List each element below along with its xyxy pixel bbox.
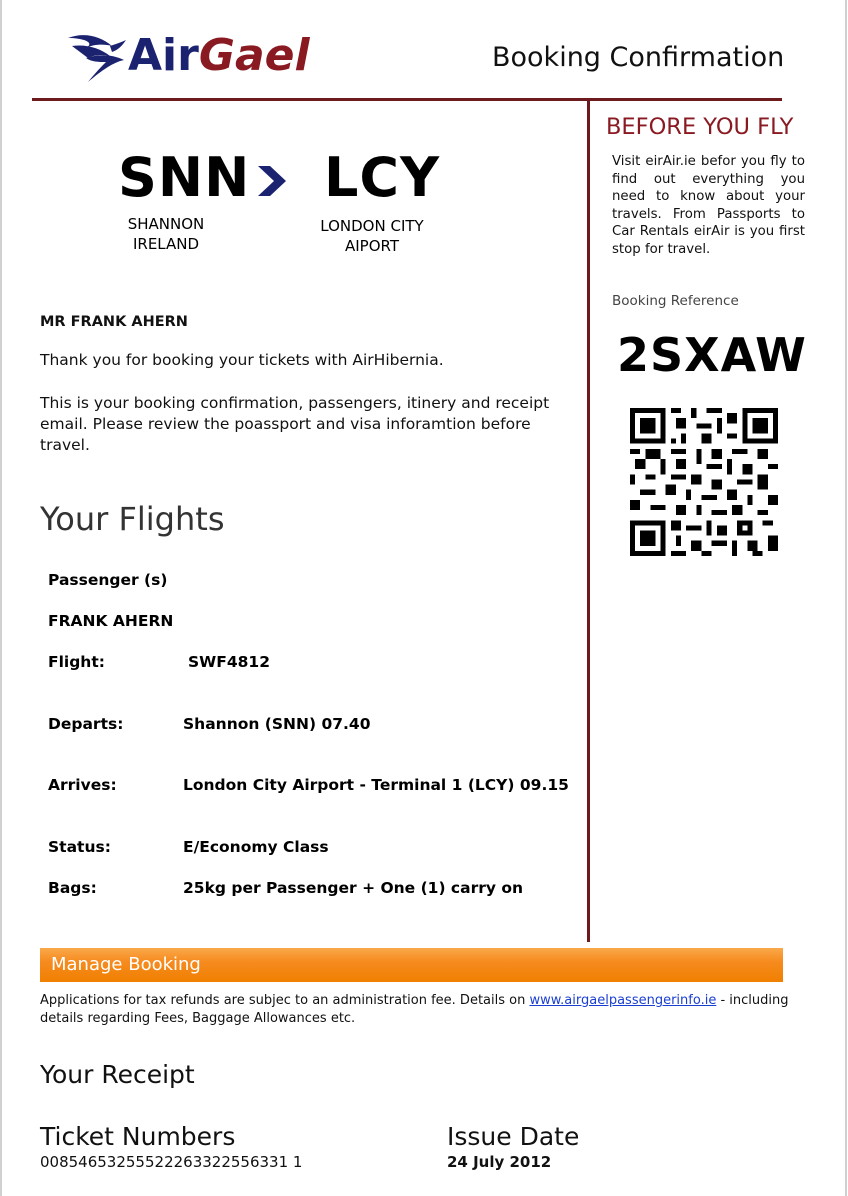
bags-label: Bags: xyxy=(48,879,97,897)
origin-city-line-1: SHANNON xyxy=(127,215,205,233)
manage-booking-label: Manage Booking xyxy=(51,954,201,975)
departs-value: Shannon (SNN) 07.40 xyxy=(183,715,371,733)
swallow-bird-icon xyxy=(66,24,128,86)
destination-city xyxy=(302,216,442,256)
flight-number: SWF4812 xyxy=(188,653,270,671)
ticket-numbers-heading: Ticket Numbers xyxy=(40,1122,236,1151)
confirmation-text: This is your booking confirmation, passengers, itinery and receipt email. Please review the poassport and visa inforamtion before travel. xyxy=(40,394,550,454)
before-you-fly-heading: BEFORE YOU FLY xyxy=(606,114,794,140)
status-label: Status: xyxy=(48,838,111,856)
qr-code-icon xyxy=(630,408,778,556)
passenger-info-link[interactable]: www.airgaelpassengerinfo.ie xyxy=(529,993,717,1008)
issue-date-heading: Issue Date xyxy=(447,1122,580,1151)
arrives-label: Arrives: xyxy=(48,776,117,794)
arrives-value: London City Airport - Terminal 1 (LCY) 09.15 xyxy=(183,776,569,794)
tax-text-before: Applications for tax refunds are subjec to an administration fee. Details on xyxy=(40,993,530,1008)
your-flights-heading: Your Flights xyxy=(40,500,225,538)
sidebar-divider xyxy=(587,98,590,942)
booking-reference-label: Booking Reference xyxy=(612,293,739,309)
passenger-label: Passenger (s) xyxy=(48,571,168,589)
tax-text-after: - including details regarding Fees, Baggage Allowances etc. xyxy=(40,993,789,1026)
tax-refund-text xyxy=(40,992,830,1028)
destination-city-line-2: AIPORT xyxy=(344,237,400,255)
departs-label: Departs: xyxy=(48,715,124,733)
origin-city-line-2: IRELAND xyxy=(132,235,200,253)
passenger-name: FRANK AHERN xyxy=(48,612,174,630)
page-edge-right xyxy=(845,0,847,1196)
page-title: Booking Confirmation xyxy=(492,42,785,73)
status-value: E/Economy Class xyxy=(183,838,329,856)
your-receipt-heading: Your Receipt xyxy=(40,1060,195,1089)
logo-gael-text: Gael xyxy=(198,30,310,81)
thank-you-text: Thank you for booking your tickets with AirHibernia. xyxy=(40,351,444,369)
chevron-right-icon xyxy=(254,164,290,198)
issue-date-value: 24 July 2012 xyxy=(447,1153,552,1171)
flight-label: Flight: xyxy=(48,653,105,671)
booking-reference-code: 2SXAW xyxy=(617,328,807,382)
bags-value: 25kg per Passenger + One (1) carry on xyxy=(183,879,524,897)
before-you-fly-text: Visit eirAir.ie befor you fly to find out everything you need to know about your travels. From Passports to Car Rentals eirAir is you first stop for travel. xyxy=(612,154,805,257)
origin-city xyxy=(96,214,236,254)
destination-city-line-1: LONDON CITY xyxy=(320,217,424,235)
logo-air-text: Air xyxy=(128,30,199,81)
origin-code: SNN xyxy=(118,146,251,209)
passenger-salutation: MR FRANK AHERN xyxy=(40,314,188,330)
destination-code: LCY xyxy=(324,146,441,209)
manage-booking-bar[interactable] xyxy=(40,948,783,982)
header-divider xyxy=(32,98,782,101)
page-edge-left xyxy=(0,0,2,1196)
ticket-numbers-value: 00854653255522263322556331 1 xyxy=(40,1153,303,1171)
